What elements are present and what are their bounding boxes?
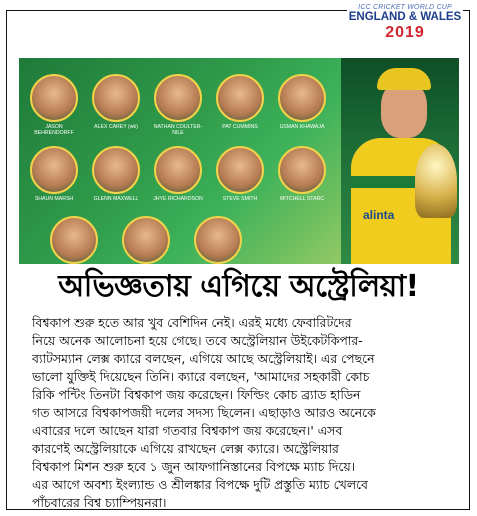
player-card bbox=[45, 216, 103, 264]
player-photo bbox=[278, 74, 326, 122]
player-name: ALEX CAREY (wk) bbox=[94, 124, 138, 130]
player-card bbox=[189, 216, 247, 264]
player-photo bbox=[154, 146, 202, 194]
player-photo bbox=[92, 74, 140, 122]
player-photo bbox=[122, 216, 170, 264]
player-name: JASON BEHRENDORFF bbox=[34, 124, 74, 136]
player-photo bbox=[216, 146, 264, 194]
player-name: MITCHELL STARC bbox=[279, 196, 325, 202]
body-line: ভালো যুক্তিই দিয়েছেন তিনি। ক্যারে বলছেন, 'আমাদের সহকারী কোচ bbox=[32, 369, 370, 384]
player-name: GLENN MAXWELL bbox=[93, 196, 139, 202]
body-line: পাঁচবারের বিশ্ব চ্যাম্পিয়নরা। bbox=[32, 495, 167, 510]
body-line: বিশ্বকাপ মিশন শুরু হবে ১ জুন আফগানিস্তানের বিপক্ষে ম্যাচ দিয়ে। bbox=[32, 459, 356, 474]
world-cup-badge bbox=[347, 1, 463, 51]
badge-line1: ICC CRICKET WORLD CUP bbox=[358, 4, 452, 11]
player-photo bbox=[216, 74, 264, 122]
player-name: NATHAN COULTER-NILE bbox=[153, 124, 203, 136]
player-card bbox=[211, 74, 269, 130]
body-line: বিশ্বকাপ শুরু হতে আর খুব বেশিদিন নেই। এরই মধ্যে ফেবারিটদের bbox=[32, 315, 352, 330]
player-name: JHYE RICHARDSON bbox=[153, 196, 203, 202]
player-photo bbox=[154, 74, 202, 122]
player-photo bbox=[194, 216, 242, 264]
badge-line2: ENGLAND & WALES bbox=[348, 11, 462, 23]
body-line: গত আসরে বিশ্বকাপজয়ী দলের সদস্য ছিলেন। এছাড়াও আরও অনেকে bbox=[32, 405, 376, 420]
body-line: নিয়ে অনেক আলোচনা হয়ে গেছে। তবে অস্ট্রেলিয়ান উইকেটকিপার- bbox=[32, 333, 363, 348]
player-name: STEVE SMITH bbox=[222, 196, 258, 202]
body-line: ব্যাটসম্যান লেক্স ক্যারে বলছেন, এগিয়ে আছে অস্ট্রেলিয়াই। এর পেছনে bbox=[32, 351, 375, 366]
body-line: এবারের দলে আছেন যারা গতবার বিশ্বকাপ জয় করেছেন।' এসব bbox=[32, 423, 343, 438]
player-grid bbox=[19, 58, 339, 264]
player-photo bbox=[30, 146, 78, 194]
player-card bbox=[273, 74, 331, 130]
player-photo bbox=[92, 146, 140, 194]
body-line: রিকি পন্টিং তিনটা বিশ্বকাপ জয় করেছেন। ফিল্ডিং কোচ ব্র্যাড হাডিন bbox=[32, 387, 361, 402]
player-card bbox=[25, 74, 83, 136]
captain-face bbox=[381, 82, 427, 138]
badge-year: 2019 bbox=[385, 24, 425, 41]
player-name: SHAUN MARSH bbox=[34, 196, 74, 202]
player-card bbox=[149, 146, 207, 202]
player-card bbox=[87, 146, 145, 202]
captain-cap bbox=[377, 68, 431, 90]
captain-with-trophy bbox=[341, 58, 459, 264]
player-card bbox=[87, 74, 145, 130]
player-name: USMAN KHAWAJA bbox=[279, 124, 325, 130]
player-card bbox=[25, 146, 83, 202]
player-card bbox=[149, 74, 207, 136]
body-line: কারণেই অস্ট্রেলিয়াকে এগিয়ে রাখছেন লেক্স ক্যারে। অস্ট্রেলিয়ার bbox=[32, 441, 339, 456]
player-photo bbox=[50, 216, 98, 264]
player-photo bbox=[278, 146, 326, 194]
team-photo bbox=[19, 58, 459, 264]
player-photo bbox=[30, 74, 78, 122]
headline: অভিজ্ঞতায় এগিয়ে অস্ট্রেলিয়া! bbox=[58, 269, 419, 304]
player-card bbox=[117, 216, 175, 264]
trophy-icon bbox=[415, 144, 457, 218]
player-card bbox=[211, 146, 269, 202]
sponsor-logo: alinta bbox=[363, 208, 395, 222]
article-body bbox=[32, 314, 454, 512]
player-card bbox=[273, 146, 331, 202]
body-line: এর আগে অবশ্য ইংল্যান্ড ও শ্রীলঙ্কার বিপক্ষে দুটি প্রস্তুতি ম্যাচ খেলবে bbox=[32, 477, 368, 492]
player-name: PAT CUMMINS bbox=[222, 124, 258, 130]
